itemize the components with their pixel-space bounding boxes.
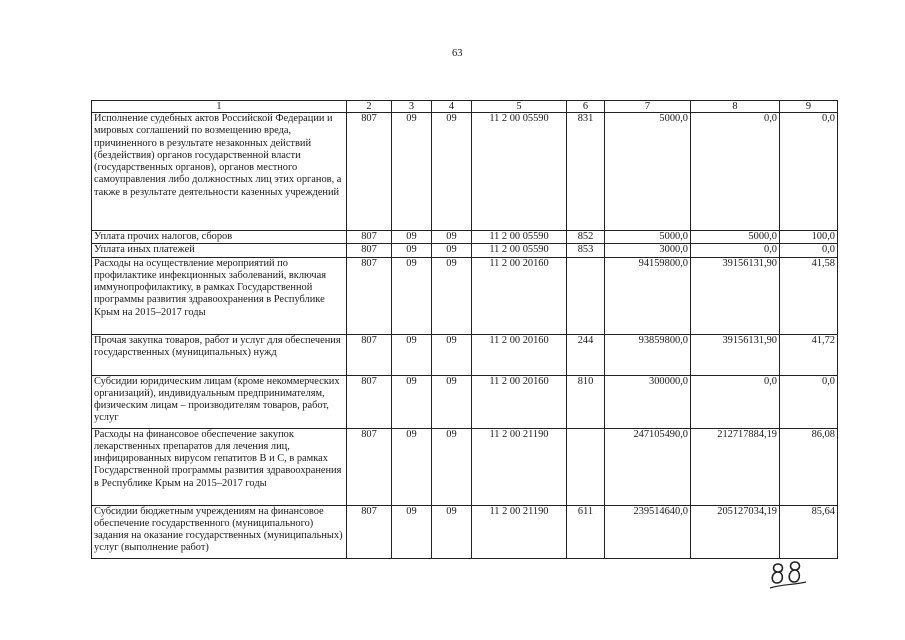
expense-type-cell: 810 <box>567 375 605 428</box>
planned-amount-cell: 3000,0 <box>605 244 691 257</box>
expense-type-cell: 611 <box>567 505 605 558</box>
section-cell: 09 <box>392 231 432 244</box>
subsection-cell: 09 <box>432 334 472 375</box>
section-cell: 09 <box>392 505 432 558</box>
target-article-cell: 11 2 00 05590 <box>472 231 567 244</box>
subsection-cell: 09 <box>432 244 472 257</box>
expense-type-cell: 831 <box>567 113 605 231</box>
ministry-code-cell: 807 <box>347 244 392 257</box>
actual-amount-cell: 205127034,19 <box>691 505 780 558</box>
planned-amount-cell: 239514640,0 <box>605 505 691 558</box>
table-row <box>92 257 838 334</box>
planned-amount-cell: 93859800,0 <box>605 334 691 375</box>
percent-cell: 0,0 <box>780 113 838 231</box>
actual-amount-cell: 0,0 <box>691 244 780 257</box>
percent-cell: 100,0 <box>780 231 838 244</box>
table-row <box>92 244 838 257</box>
table-row <box>92 505 838 558</box>
target-article-cell: 11 2 00 21190 <box>472 428 567 505</box>
target-article-cell: 11 2 00 20160 <box>472 375 567 428</box>
header-cell-1: 1 <box>92 101 347 113</box>
percent-cell: 85,64 <box>780 505 838 558</box>
planned-amount-cell: 247105490,0 <box>605 428 691 505</box>
table-row <box>92 375 838 428</box>
percent-cell: 41,72 <box>780 334 838 375</box>
subsection-cell: 09 <box>432 231 472 244</box>
target-article-cell: 11 2 00 05590 <box>472 113 567 231</box>
description-cell: Уплата прочих налогов, сборов <box>92 231 347 244</box>
planned-amount-cell: 94159800,0 <box>605 257 691 334</box>
description-cell: Субсидии юридическим лицам (кроме некоммерческих организаций), индивидуальным предпринимателям, физическим лицам – производителям товаров, работ, услуг <box>92 375 347 428</box>
table-row <box>92 113 838 231</box>
actual-amount-cell: 39156131,90 <box>691 334 780 375</box>
header-cell-4: 4 <box>432 101 472 113</box>
budget-table <box>91 100 838 559</box>
ministry-code-cell: 807 <box>347 505 392 558</box>
percent-cell: 41,58 <box>780 257 838 334</box>
description-cell: Исполнение судебных актов Российской Федерации и мировых соглашений по возмещению вреда, причиненного в результате незаконных действий (бездействия) органов государственной власти (государственных органов), органов местного самоуправления либо должностных лиц этих органов, а также в результате деятельности казенных учреждений <box>92 113 347 231</box>
section-cell: 09 <box>392 375 432 428</box>
target-article-cell: 11 2 00 20160 <box>472 257 567 334</box>
page-number: 63 <box>452 48 463 59</box>
section-cell: 09 <box>392 257 432 334</box>
description-cell: Субсидии бюджетным учреждениям на финансовое обеспечение государственного (муниципального) задания на оказание государственных (муниципальных) услуг (выполнение работ) <box>92 505 347 558</box>
table-row <box>92 428 838 505</box>
subsection-cell: 09 <box>432 375 472 428</box>
description-cell: Уплата иных платежей <box>92 244 347 257</box>
subsection-cell: 09 <box>432 428 472 505</box>
description-cell: Расходы на финансовое обеспечение закупок лекарственных препаратов для лечения лиц, инфицированных вирусом гепатитов В и С, в рамках Государственной программы развития здравоохранения в Республике Крым на 2015–2017 годы <box>92 428 347 505</box>
section-cell: 09 <box>392 428 432 505</box>
target-article-cell: 11 2 00 05590 <box>472 244 567 257</box>
header-row <box>92 101 838 113</box>
actual-amount-cell: 39156131,90 <box>691 257 780 334</box>
header-cell-5: 5 <box>472 101 567 113</box>
ministry-code-cell: 807 <box>347 257 392 334</box>
actual-amount-cell: 0,0 <box>691 375 780 428</box>
section-cell: 09 <box>392 334 432 375</box>
expense-type-cell: 853 <box>567 244 605 257</box>
header-cell-6: 6 <box>567 101 605 113</box>
header-cell-8: 8 <box>691 101 780 113</box>
section-cell: 09 <box>392 244 432 257</box>
percent-cell: 86,08 <box>780 428 838 505</box>
expense-type-cell <box>567 428 605 505</box>
header-cell-9: 9 <box>780 101 838 113</box>
table-row <box>92 334 838 375</box>
subsection-cell: 09 <box>432 257 472 334</box>
ministry-code-cell: 807 <box>347 113 392 231</box>
table-row <box>92 231 838 244</box>
ministry-code-cell: 807 <box>347 428 392 505</box>
ministry-code-cell: 807 <box>347 334 392 375</box>
section-cell: 09 <box>392 113 432 231</box>
header-cell-2: 2 <box>347 101 392 113</box>
ministry-code-cell: 807 <box>347 375 392 428</box>
subsection-cell: 09 <box>432 113 472 231</box>
percent-cell: 0,0 <box>780 375 838 428</box>
actual-amount-cell: 5000,0 <box>691 231 780 244</box>
planned-amount-cell: 300000,0 <box>605 375 691 428</box>
target-article-cell: 11 2 00 20160 <box>472 334 567 375</box>
actual-amount-cell: 212717884,19 <box>691 428 780 505</box>
expense-type-cell: 244 <box>567 334 605 375</box>
header-cell-7: 7 <box>605 101 691 113</box>
header-cell-3: 3 <box>392 101 432 113</box>
planned-amount-cell: 5000,0 <box>605 231 691 244</box>
target-article-cell: 11 2 00 21190 <box>472 505 567 558</box>
description-cell: Расходы на осуществление мероприятий по профилактике инфекционных заболеваний, включая иммунопрофилактику, в рамках Государственной программы развития здравоохранения в Республике Крым на 2015–2017 годы <box>92 257 347 334</box>
table-body <box>92 113 838 559</box>
handwritten-page-number <box>768 558 808 592</box>
description-cell: Прочая закупка товаров, работ и услуг для обеспечения государственных (муниципальных) нужд <box>92 334 347 375</box>
expense-type-cell: 852 <box>567 231 605 244</box>
subsection-cell: 09 <box>432 505 472 558</box>
actual-amount-cell: 0,0 <box>691 113 780 231</box>
expense-type-cell <box>567 257 605 334</box>
percent-cell: 0,0 <box>780 244 838 257</box>
planned-amount-cell: 5000,0 <box>605 113 691 231</box>
ministry-code-cell: 807 <box>347 231 392 244</box>
